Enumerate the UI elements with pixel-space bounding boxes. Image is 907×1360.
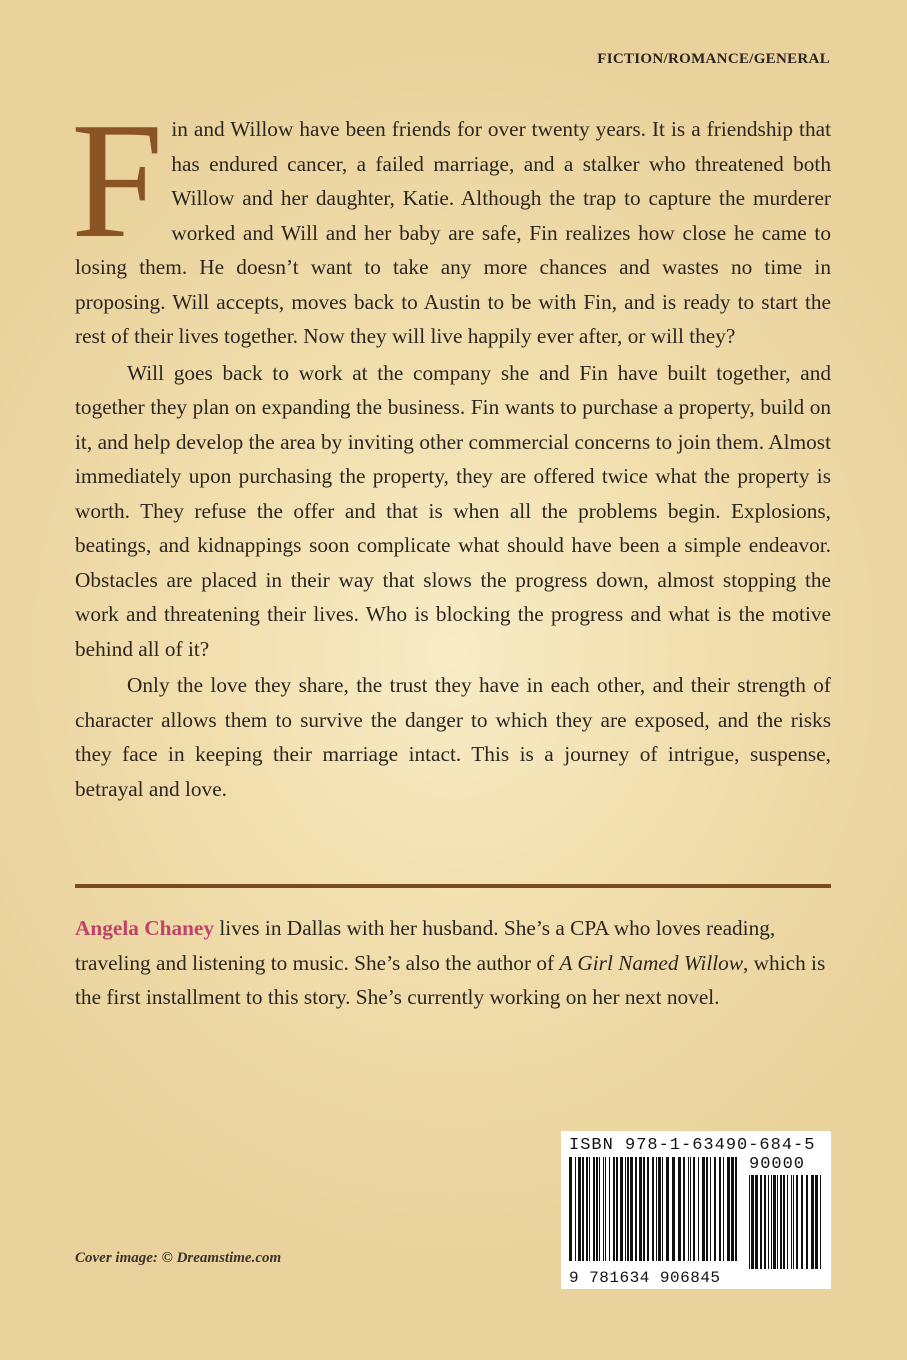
blurb-paragraph-3: Only the love they share, the trust they have in each other, and their strength of character allows them to survive the danger to which they are exposed, and the risks they face in keeping their marriage intact. This is a journey of intrigue, suspense, betrayal and love. [75, 673, 831, 801]
barcode-digits: 9 781634 906845 [569, 1269, 721, 1287]
blurb-paragraph-1 [71, 88, 831, 354]
divider-rule [75, 884, 831, 888]
barcode-addon-number: 90000 [749, 1155, 806, 1174]
blurb-paragraph-2: Will goes back to work at the company she and Fin have built together, and together they plan on expanding the business. Fin wants to purchase a property, build on it, and help develop the area by inviting other commercial concerns to join them. Almost immediately upon purchasing the property, they are offered twice what the property is worth. They refuse the offer and that is when all the problems begin. Explosions, beatings, and kidnappings soon complicate what should have been a simple endeavor. Obstacles are placed in their way that slows the progress down, almost stopping the work and threatening their lives. Who is blocking the progress and what is the motive behind all of it? [75, 360, 831, 661]
author-name: Angela Chaney [75, 916, 215, 940]
blurb [71, 88, 831, 806]
barcode-addon-bars [749, 1175, 823, 1269]
bio-text-2: , which is the first installment to this story. She’s currently working on her next novel. [75, 950, 826, 1009]
author-bio [75, 911, 831, 1015]
drop-cap: F [71, 88, 164, 272]
blurb-paragraph-1-text: in and Willow have been friends for over twenty years. It is a friendship that has endured cancer, a failed marriage, and a stalker who threatened both Willow and her daughter, Katie. Although the trap to capture the murderer worked and Will and her baby are safe, Fin realizes how close he came to losing them. He doesn’t want to take any more chances and wastes no time in proposing. Will accepts, moves back to Austin to be with Fin, and is ready to start the rest of their lives together. Now they will live happily ever after, or will they? [75, 117, 831, 348]
barcode-bars [569, 1157, 739, 1269]
isbn-label: ISBN 978-1-63490-684-5 [569, 1136, 816, 1155]
book-title: A Girl Named Willow [559, 950, 744, 975]
bio-text-1: lives in Dallas with her husband. She’s a CPA who loves reading, traveling and listening to music. She’s also the author of [75, 916, 776, 975]
cover-credit: Cover image: © Dreamstime.com [75, 1250, 282, 1266]
genre-label: FICTION/ROMANCE/GENERAL [597, 51, 830, 67]
isbn-barcode [561, 1131, 831, 1289]
